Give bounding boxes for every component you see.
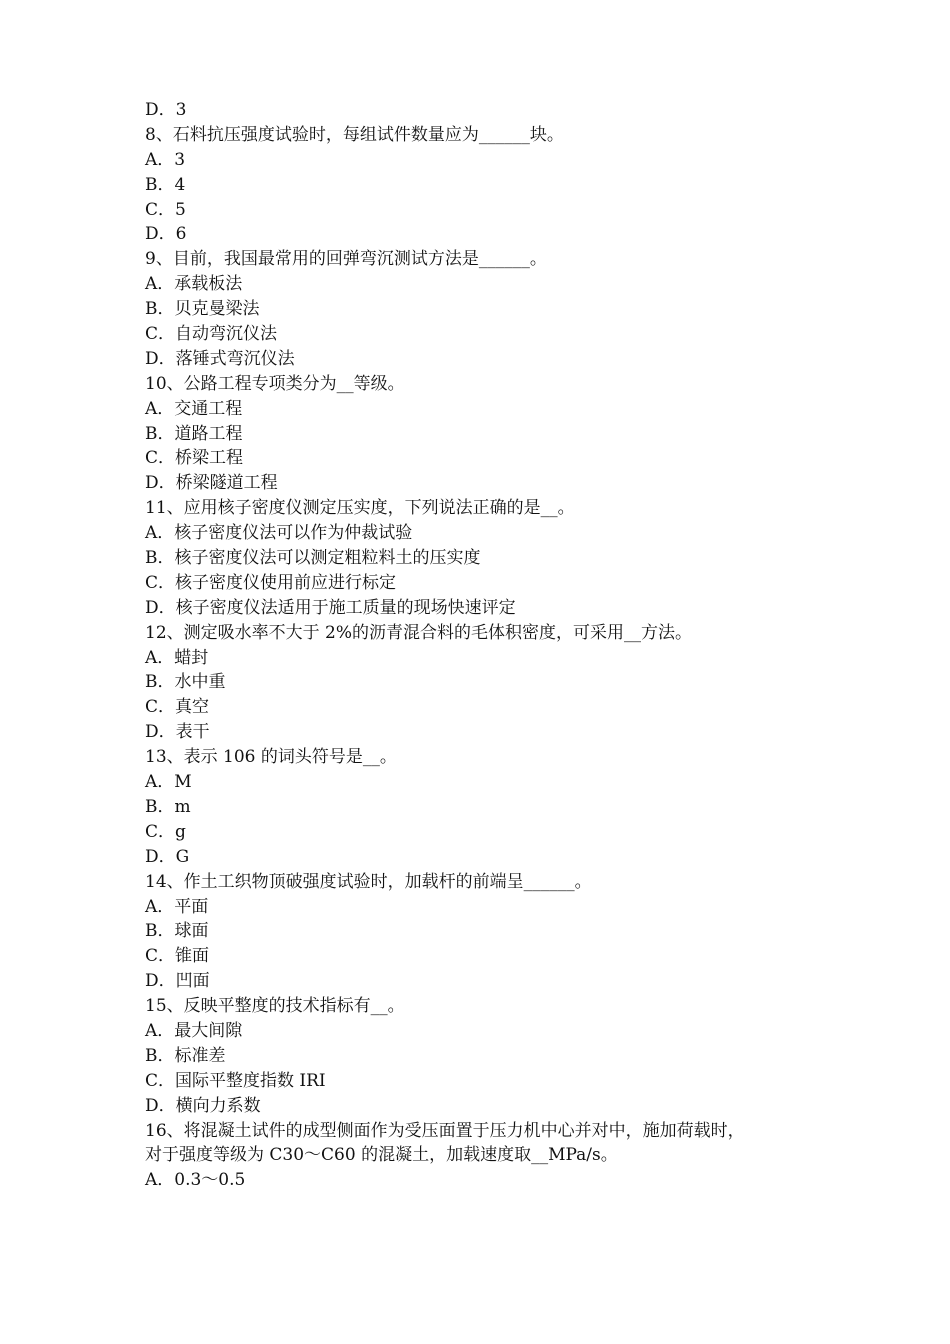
option-a-q9: A．承载板法 xyxy=(145,274,243,295)
option-d-q14: D．凹面 xyxy=(145,971,210,992)
option-d-q15: D．横向力系数 xyxy=(145,1095,261,1116)
option-b-q12: B．水中重 xyxy=(145,672,226,693)
option-b-q11: B．核子密度仪法可以测定粗粒料土的压实度 xyxy=(145,548,481,569)
option-b-q9: B．贝克曼梁法 xyxy=(145,299,260,320)
option-b-q14: B．球面 xyxy=(145,921,209,942)
option-a-q15: A．最大间隙 xyxy=(145,1020,243,1041)
option-b-q8: B．4 xyxy=(145,174,186,195)
option-a-q13: A．M xyxy=(145,772,192,793)
question-10: 10、公路工程专项类分为__等级。 xyxy=(145,373,405,394)
option-c-q9: C．自动弯沉仪法 xyxy=(145,324,278,345)
option-a-q11: A．核子密度仪法可以作为仲裁试验 xyxy=(145,523,413,544)
question-16-line-2: 对于强度等级为 C30～C60 的混凝土，加载速度取__MPa/s。 xyxy=(145,1145,618,1166)
question-16-line-1: 16、将混凝土试件的成型侧面作为受压面置于压力机中心并对中，施加荷载时， xyxy=(145,1120,745,1141)
option-c-q13: C．g xyxy=(145,821,186,842)
option-d-q8: D．6 xyxy=(145,224,187,245)
option-d-q11: D．核子密度仪法适用于施工质量的现场快速评定 xyxy=(145,597,516,618)
option-c-q8: C．5 xyxy=(145,199,186,220)
option-d-q9: D．落锤式弯沉仪法 xyxy=(145,348,295,369)
option-b-q15: B．标准差 xyxy=(145,1045,226,1066)
question-15: 15、反映平整度的技术指标有__。 xyxy=(145,996,405,1017)
option-c-q10: C．桥梁工程 xyxy=(145,448,244,469)
option-a-q10: A．交通工程 xyxy=(145,398,243,419)
option-b-q10: B．道路工程 xyxy=(145,423,243,444)
option-a-q12: A．蜡封 xyxy=(145,647,209,668)
question-13: 13、表示 106 的词头符号是__。 xyxy=(145,747,397,768)
option-a-q16: A．0.3～0.5 xyxy=(145,1170,246,1191)
question-14: 14、作土工织物顶破强度试验时，加载杆的前端呈______。 xyxy=(145,871,592,892)
option-a-q8: A．3 xyxy=(145,149,186,170)
option-d-q10: D．桥梁隧道工程 xyxy=(145,473,278,494)
question-12: 12、测定吸水率不大于 2%的沥青混合料的毛体积密度，可采用__方法。 xyxy=(145,622,693,643)
option-d-q13: D．G xyxy=(145,846,190,867)
option-c-q12: C．真空 xyxy=(145,697,210,718)
option-c-q14: C．锥面 xyxy=(145,946,210,967)
question-list xyxy=(145,98,815,1193)
question-11: 11、应用核子密度仪测定压实度，下列说法正确的是__。 xyxy=(145,498,575,519)
option-a-q14: A．平面 xyxy=(145,896,209,917)
question-9: 9、目前，我国最常用的回弹弯沉测试方法是______。 xyxy=(145,249,547,270)
option-c-q15: C．国际平整度指数 IRI xyxy=(145,1070,326,1091)
option-c-q11: C．核子密度仪使用前应进行标定 xyxy=(145,572,397,593)
question-8: 8、石料抗压强度试验时，每组试件数量应为______块。 xyxy=(145,124,564,145)
option-b-q13: B．m xyxy=(145,796,191,817)
option-d-q7: D．3 xyxy=(145,100,187,120)
option-d-q12: D．表干 xyxy=(145,722,210,743)
